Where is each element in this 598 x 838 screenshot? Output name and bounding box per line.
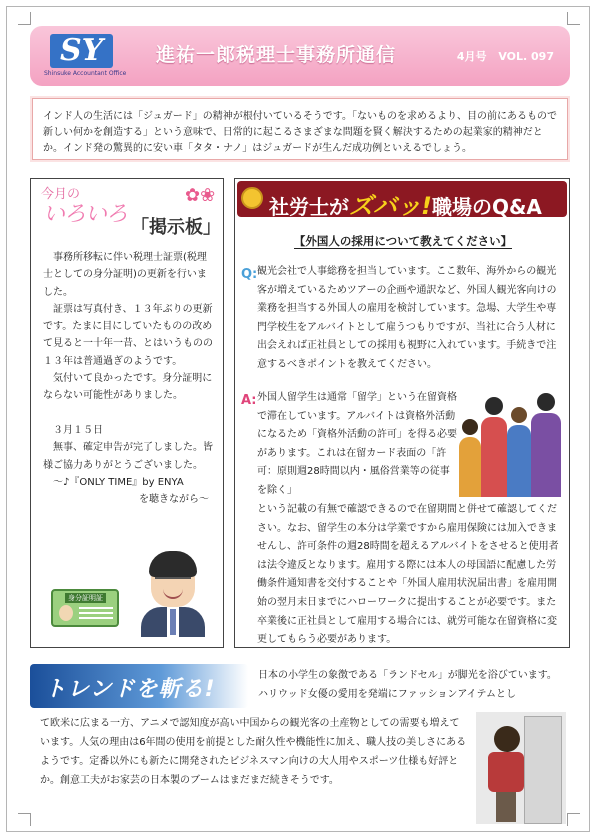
id-card-label: 身分証明証 xyxy=(65,593,106,603)
bulletin-paragraph: 気付いて良かったです。身分証明にならない可能性がありました。 xyxy=(43,373,213,402)
id-lines xyxy=(79,607,113,619)
crop-mark xyxy=(18,12,31,25)
bulletin-paragraph: 証票は写真付き、１３年ぶりの更新です。たまに目にしていたものの改めて見ると一十年一昔、とはいうものの１３年は普通過ぎのようです。 xyxy=(43,303,213,367)
heading-kongetsu: 今月の xyxy=(41,187,81,202)
qa-title xyxy=(269,186,542,221)
crop-mark xyxy=(567,12,580,25)
trend-banner xyxy=(30,664,248,708)
qa-topic-heading xyxy=(235,233,571,249)
kid-legs xyxy=(496,792,516,822)
newsletter-title: 進祐一郎税理士事務所通信 xyxy=(156,44,397,66)
student-figure xyxy=(507,425,531,497)
kid-head xyxy=(494,726,520,752)
trend-title: トレンドを斬る! xyxy=(44,677,216,702)
bulletin-date: ３月１５日 xyxy=(53,424,103,436)
student-figure xyxy=(531,413,561,497)
student-head xyxy=(537,393,555,411)
logo-subtitle: Shinsuke Accountant Office xyxy=(44,70,127,77)
crop-mark xyxy=(18,813,31,826)
question-mark: Q: xyxy=(241,267,258,282)
portrait-glasses xyxy=(155,577,191,589)
chrysanthemum-icon xyxy=(241,187,263,209)
kid-door xyxy=(524,716,562,824)
bulletin-spacer xyxy=(43,405,215,422)
bulletin-paragraph: 事務所移転に伴い税理士証票(税理士としての身分証明)の更新を行いました。 xyxy=(43,252,207,298)
student-head xyxy=(485,397,503,415)
qa-banner xyxy=(237,181,567,220)
heading-iroiro: いろいろ xyxy=(43,202,128,227)
question-text: 観光会社で人事総務を担当しています。ここ数年、海外からの観光客が増えているためツアーの企画や通訳など、外国人観光客向けの業務を担当する外国人の雇用を検討しています。急場、大学生や専門学校生をアルバイトとして雇うつもりですが、当社に合う人材に出会えれば正社員としての採用も視野に入れています。手続きで注意するべきポイントを教えてください。 xyxy=(257,266,557,370)
answer-mark: A: xyxy=(241,393,257,408)
bulletin-paragraph: 無事、確定申告が完了しました。皆様ご協力ありがとうございました。 xyxy=(43,442,213,471)
portrait-hair xyxy=(149,551,197,577)
student-figure xyxy=(481,417,507,497)
logo-mark: SY xyxy=(50,34,113,68)
id-card-illustration xyxy=(51,589,119,627)
students-illustration xyxy=(457,391,565,497)
answer-text-part2: という記載の有無で確認できるので在留期間と併せて確認してください。なお、留学生の本分は学業ですから雇用保険には加入できませんし、許可条件の週28時間を超えるアルバイトをさせると使用者は法令違反となります。雇用する際には本人の母国語に配慮した労働条件通知書を交付することや「外国人雇用状況届出書」を雇用開始の翌月末日までにハローワークに提出することが必要です。また卒業後に正社員として雇用する場合には、就労可能な在留資格に変更してもらう必要があります。 xyxy=(257,504,559,646)
student-head xyxy=(462,419,478,435)
office-logo xyxy=(44,34,132,78)
portrait-tie xyxy=(170,609,176,635)
flower-icon: ✿❀ xyxy=(185,185,216,206)
author-caricature xyxy=(141,551,205,637)
intro-box: インド人の生活には「ジュガード」の精神が根付いているそうです。「ないものを求めるより、目の前にあるもので新しい何かを創造する」という意味で、日常的に起こるさまざまな問題を賢く解決するための起業家的精神だとか。インド発の驚異的に安い車「タタ・ナノ」はジュガードが生んだ成功例といえるでしょう。 xyxy=(32,98,568,160)
schoolchild-randoseru-illustration xyxy=(476,712,566,824)
qa-topic-text: 【外国人の採用について教えてください】 xyxy=(293,234,513,248)
newsletter-header xyxy=(30,26,570,86)
randoseru-icon xyxy=(488,752,524,792)
music-note: ～♪『ONLY TIME』by ENYA xyxy=(53,476,184,488)
issue-volume: VOL. 097 xyxy=(498,50,554,63)
bulletin-body xyxy=(43,249,215,508)
trend-body-text: て欧米に広まる一方、アニメで認知度が高い中国からの観光客の土産物としての需要も増えています。人気の理由は6年間の使用を前提とした耐久性や機能性に加え、職人技の美しさにあるようです。定番以外にも新たに開発されたビジネスマン向けの大人用やスポーツ仕様も好評とか。創意工夫がお家芸の日本製のブームはまだまだ続きそうです。 xyxy=(40,718,467,786)
student-head xyxy=(511,407,527,423)
bulletin-heading xyxy=(35,183,219,247)
issue-info xyxy=(449,48,554,64)
answer-text-part1: 外国人留学生は通常「留学」という在留資格で滞在しています。アルバイトは資格外活動になるため「資格外活動の許可」を得る必要があります。これは在留カード表面の「許可：原則週28時間以内・風俗営業等の従事を除く」 xyxy=(257,392,457,496)
heading-keijiban: 「掲示板」 xyxy=(131,217,221,238)
qa-section xyxy=(234,178,570,648)
bulletin-board xyxy=(30,178,224,648)
qa-title-zuba: ズバッ! xyxy=(349,192,432,220)
id-photo-icon xyxy=(59,605,73,621)
crop-mark xyxy=(567,813,580,826)
music-note-2: を聴きながら～ xyxy=(139,494,209,506)
student-figure xyxy=(459,437,481,497)
qa-title-post: 職場のQ&A xyxy=(431,195,542,219)
qa-title-pre: 社労士が xyxy=(269,195,349,219)
trend-lead-text: 日本の小学生の象徴である「ランドセル」が脚光を浴びています。ハリウッド女優の愛用を発端にファッションアイテムとし xyxy=(258,670,557,700)
issue-month: 4月号 xyxy=(456,50,487,63)
